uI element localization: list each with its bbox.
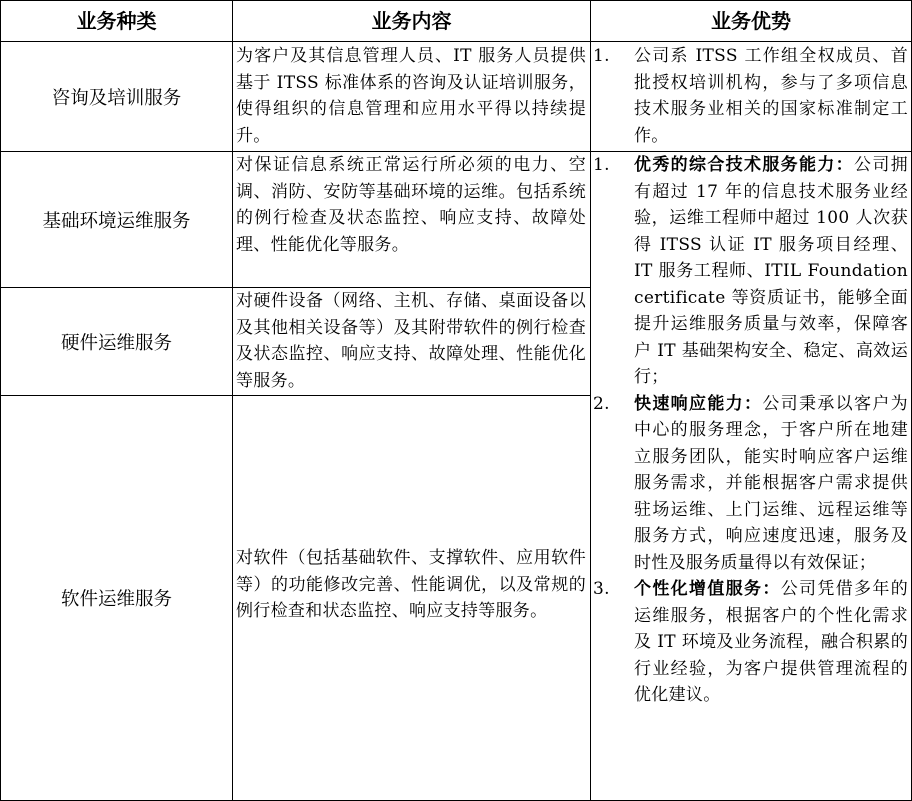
category-infrastructure-ops: 基础环境运维服务 [42, 210, 191, 232]
advantage-text: 公司拥有超过 17 年的信息技术服务业经验，运维工程师中超过 100 人次获得 ITSS 认证 IT 服务项目经理、IT 服务工程师、ITIL Foundation certificate 等资质证书，能够全面提升运维服务质量与效率，保障客户 IT 基础架构安全、稳定、高效运行； [634, 155, 908, 387]
category-consulting: 咨询及培训服务 [51, 87, 182, 109]
category-software-ops: 软件运维服务 [60, 589, 172, 610]
advantage-text: 公司系 ITSS 工作组全权成员、首批授权培训机构，参与了多项信息技术服务业相关的国家标准制定工作。 [634, 46, 908, 146]
advantage-number: 3. [593, 579, 610, 599]
header-advantage: 业务优势 [711, 9, 791, 33]
header-content: 业务内容 [371, 9, 452, 33]
advantage-number: 1. [593, 155, 610, 175]
advantage-number: 1. [593, 46, 610, 66]
advantage-ops [591, 152, 911, 800]
advantage-consulting [591, 43, 911, 151]
advantage-item-technical [591, 152, 911, 391]
advantage-text: 公司凭借多年的运维服务，根据客户的个性化需求及 IT 环境及业务流程，融合积累的行业经验，为客户提供管理流程的优化建议。 [634, 579, 908, 705]
content-hardware-ops: 对硬件设备（网络、主机、存储、桌面设备以及其他相关设备等）及其附带软件的例行检查及状态监控、响应支持、故障处理、性能优化等服务。 [236, 291, 586, 391]
advantage-item-value-added [591, 576, 911, 709]
advantage-title: 快速响应能力： [634, 393, 763, 414]
header-category: 业务种类 [76, 9, 157, 33]
advantage-title: 个性化增值服务： [634, 579, 781, 599]
content-consulting: 为客户及其信息管理人员、IT 服务人员提供基于 ITSS 标准体系的咨询及认证培训服务，使得组织的信息管理和应用水平得以持续提升。 [236, 46, 586, 146]
advantage-item-response [591, 391, 911, 577]
advantage-text: 公司秉承以客户为中心的服务理念，于客户所在地建立服务团队，能实时响应客户运维服务需求，并能根据客户需求提供驻场运维、上门运维、远程运维等服务方式，响应速度迅速，服务及时性及服务质量得以有效保证； [634, 393, 908, 573]
category-hardware-ops: 硬件运维服务 [60, 332, 172, 354]
advantage-item [591, 43, 911, 149]
content-software-ops: 对软件（包括基础软件、支撑软件、应用软件等）的功能修改完善、性能调优，以及常规的例行检查和状态监控、响应支持等服务。 [236, 548, 586, 621]
advantage-number: 2. [593, 393, 610, 414]
advantage-title: 优秀的综合技术服务能力： [634, 155, 855, 175]
content-infrastructure-ops: 对保证信息系统正常运行所必须的电力、空调、消防、安防等基础环境的运维。包括系统的例行检查及状态监控、响应支持、故障处理、性能优化等服务。 [236, 155, 586, 255]
